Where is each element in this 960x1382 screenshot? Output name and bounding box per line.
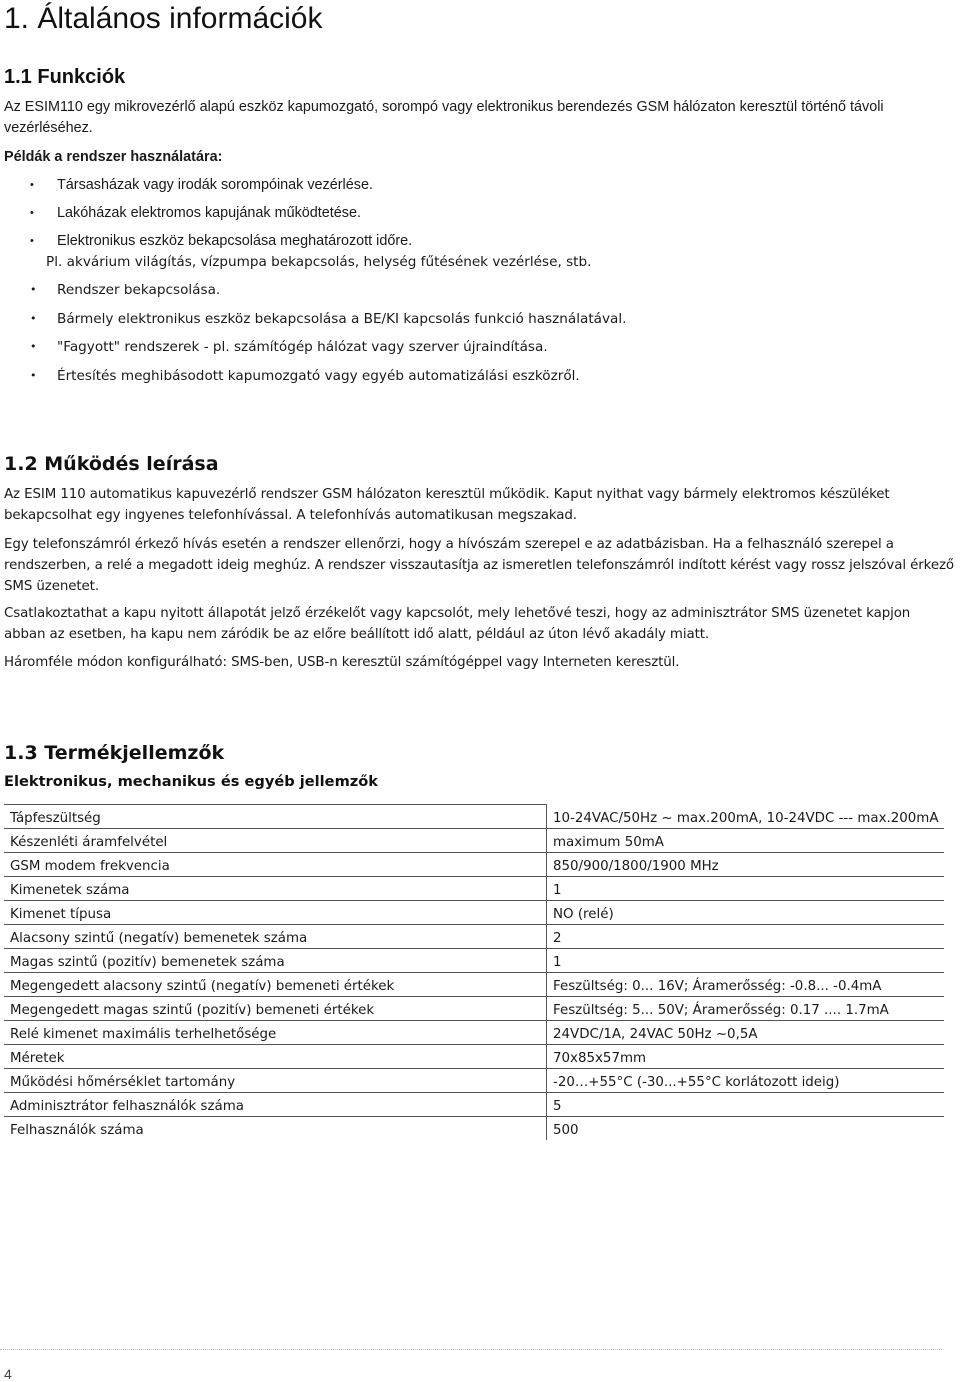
spec-value: 500 — [553, 1123, 579, 1138]
table-row — [4, 1045, 944, 1069]
spec-value: 10-24VAC/50Hz ~ max.200mA, 10-24VDC --- max.200mA — [547, 805, 945, 829]
section-1-3-heading: 1.3 Termékjellemzők — [4, 742, 225, 764]
spec-label: Kimenetek száma — [4, 877, 547, 901]
table-row — [4, 877, 944, 901]
bullet-icon: • — [30, 179, 34, 191]
spec-label: Kimenet típusa — [4, 901, 547, 925]
table-row — [4, 973, 944, 997]
table-row — [4, 997, 944, 1021]
bullet-icon: • — [30, 235, 34, 247]
spec-label: Méretek — [4, 1045, 547, 1069]
spec-label: Alacsony szintű (negatív) bemenetek száma — [4, 925, 547, 949]
spec-label: GSM modem frekvencia — [4, 853, 547, 877]
section-1-2-paragraph-1: Az ESIM 110 automatikus kapuvezérlő rendszer GSM hálózaton keresztül működik. Kaput nyithat vagy bármely elektromos készüléket bekapcsolhat egy ingyenes telefonhívással. A telefonhívás automatikusan megszakad. — [4, 487, 890, 523]
spec-value: Feszültség: 0... 16V; Áramerősség: -0.8... -0.4mA — [547, 973, 945, 997]
section-1-2-paragraph-2: Egy telefonszámról érkező hívás esetén a rendszer ellenőrzi, hogy a hívószám szerepel e az adatbázisban. Ha a felhasználó szerepel a rendszerben, a relé a megadott ideig meghúz. A rendszer visszautasítja az ismeretlen telefonszámról indított kérést vagy rossz jelszóval érkező SMS üzenetet. — [4, 537, 954, 594]
table-row — [4, 949, 944, 973]
table-row — [4, 925, 944, 949]
spec-value: 2 — [547, 925, 945, 949]
spec-label: Működési hőmérséklet tartomány — [4, 1069, 547, 1093]
section-1-3-subheading: Elektronikus, mechanikus és egyéb jellemzők — [4, 773, 379, 790]
examples-label: Példák a rendszer használatára: — [4, 149, 223, 165]
spec-value: 850/900/1800/1900 MHz — [547, 853, 945, 877]
table-row — [4, 853, 944, 877]
spec-label: Megengedett magas szintű (pozitív) bemeneti értékek — [4, 997, 547, 1021]
bullet-icon: • — [30, 283, 37, 296]
spec-label: Készenléti áramfelvétel — [4, 829, 547, 853]
spec-label: Megengedett alacsony szintű (negatív) bemeneti értékek — [4, 973, 547, 997]
page-number: 4 — [4, 1366, 12, 1382]
section-1-1-intro: Az ESIM110 egy mikrovezérlő alapú eszköz kapumozgató, sorompó vagy elektronikus berendezés GSM hálózaton keresztül történő távoli vezérléséhez. — [4, 99, 884, 136]
spec-value: maximum 50mA — [547, 829, 945, 853]
spec-value: 24VDC/1A, 24VAC 50Hz ~0,5A — [547, 1021, 945, 1045]
spec-value: -20…+55°C (-30...+55°C korlátozott ideig) — [547, 1069, 945, 1093]
spec-label: Felhasználók száma — [4, 1117, 547, 1141]
table-row — [4, 1021, 944, 1045]
spec-value: 5 — [547, 1093, 945, 1117]
section-1-1-heading: 1.1 Funkciók — [4, 66, 126, 88]
table-row — [4, 1069, 944, 1093]
spec-label: Magas szintű (pozitív) bemenetek száma — [4, 949, 547, 973]
table-row — [4, 1117, 944, 1141]
spec-value: NO (relé) — [547, 901, 945, 925]
spec-value: 70x85x57mm — [547, 1045, 945, 1069]
spec-label: Relé kimenet maximális terhelhetősége — [4, 1021, 547, 1045]
table-row — [4, 805, 944, 829]
bullet-icon: • — [30, 369, 37, 382]
bullet-icon: • — [30, 312, 37, 325]
spec-table — [4, 804, 944, 1140]
section-1-2-heading: 1.2 Működés leírása — [4, 453, 219, 475]
footer-divider — [0, 1349, 942, 1350]
spec-value: 1 — [547, 877, 945, 901]
bullet-icon: • — [30, 340, 37, 353]
spec-value: 1 — [547, 949, 945, 973]
spec-label: Tápfeszültség — [4, 805, 547, 829]
table-row — [4, 901, 944, 925]
section-1-2-paragraph-3: Csatlakoztathat a kapu nyitott állapotát jelző érzékelőt vagy kapcsolót, mely lehetővé teszi, hogy az adminisztrátor SMS üzenetet kapjon abban az esetben, ha kapu nem záródik be az előre beállított idő alatt, például az úton lévő akadály miatt. — [4, 606, 911, 642]
table-row — [4, 1093, 944, 1117]
section-1-2-paragraph-4: Háromféle módon konfigurálható: SMS-ben, USB-n keresztül számítógéppel vagy Interneten keresztül. — [4, 655, 680, 670]
page-title: 1. Általános információk — [4, 2, 323, 35]
table-row — [4, 829, 944, 853]
bullet-icon: • — [30, 207, 34, 219]
spec-value: Feszültség: 5... 50V; Áramerősség: 0.17 .... 1.7mA — [547, 997, 945, 1021]
spec-label: Adminisztrátor felhasználók száma — [4, 1093, 547, 1117]
